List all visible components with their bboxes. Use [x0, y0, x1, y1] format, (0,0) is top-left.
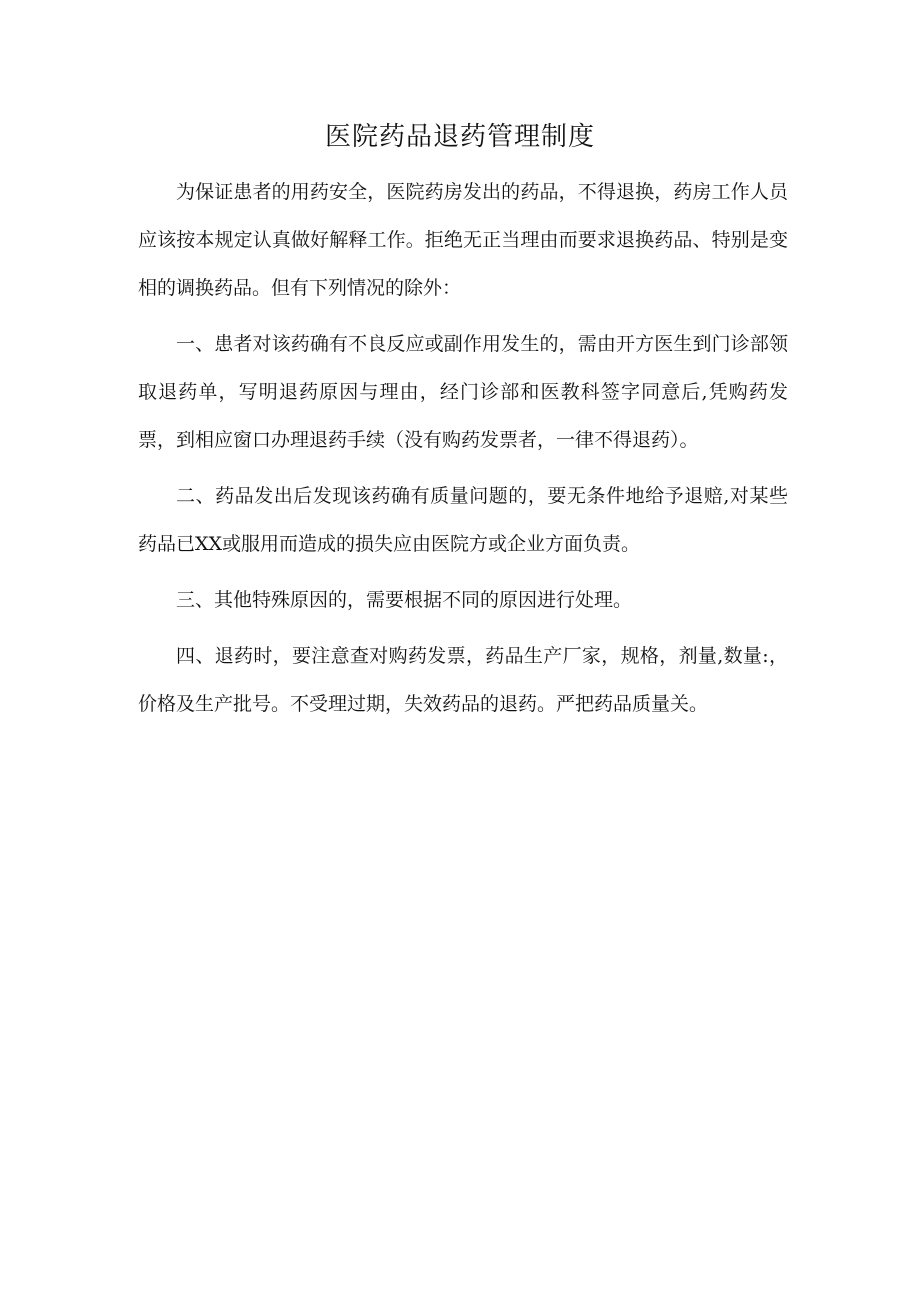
document-body: [138, 168, 788, 736]
paragraph-rule-1: 一、患者对该药确有不良反应或副作用发生的，需由开方医生到门诊部领取退药单，写明退药原因与理由，经门诊部和医教科签字同意后,凭购药发票，到相应窗口办理退药手续（没有购药发票者，一律不得退药）。: [138, 333, 788, 451]
paragraph-intro: 为保证患者的用药安全，医院药房发出的药品，不得退换，药房工作人员应该按本规定认真做好解释工作。拒绝无正当理由而要求退换药品、特别是变相的调换药品。但有下列情况的除外：: [138, 181, 788, 299]
paragraph-rule-3: 三、其他特殊原因的，需要根据不同的原因进行处理。: [176, 589, 633, 611]
document-title: 医院药品退药管理制度: [324, 122, 595, 152]
paragraph-rule-4: 四、退药时，要注意查对购药发票，药品生产厂家，规格，剂量,数量:，价格及生产批号。不受理过期，失效药品的退药。严把药品质量关。: [138, 645, 788, 715]
paragraph-rule-2: 二、药品发出后发现该药确有质量问题的，要无条件地给予退赔,对某些药品已XX或服用而造成的损失应由医院方或企业方面负责。: [138, 485, 788, 555]
